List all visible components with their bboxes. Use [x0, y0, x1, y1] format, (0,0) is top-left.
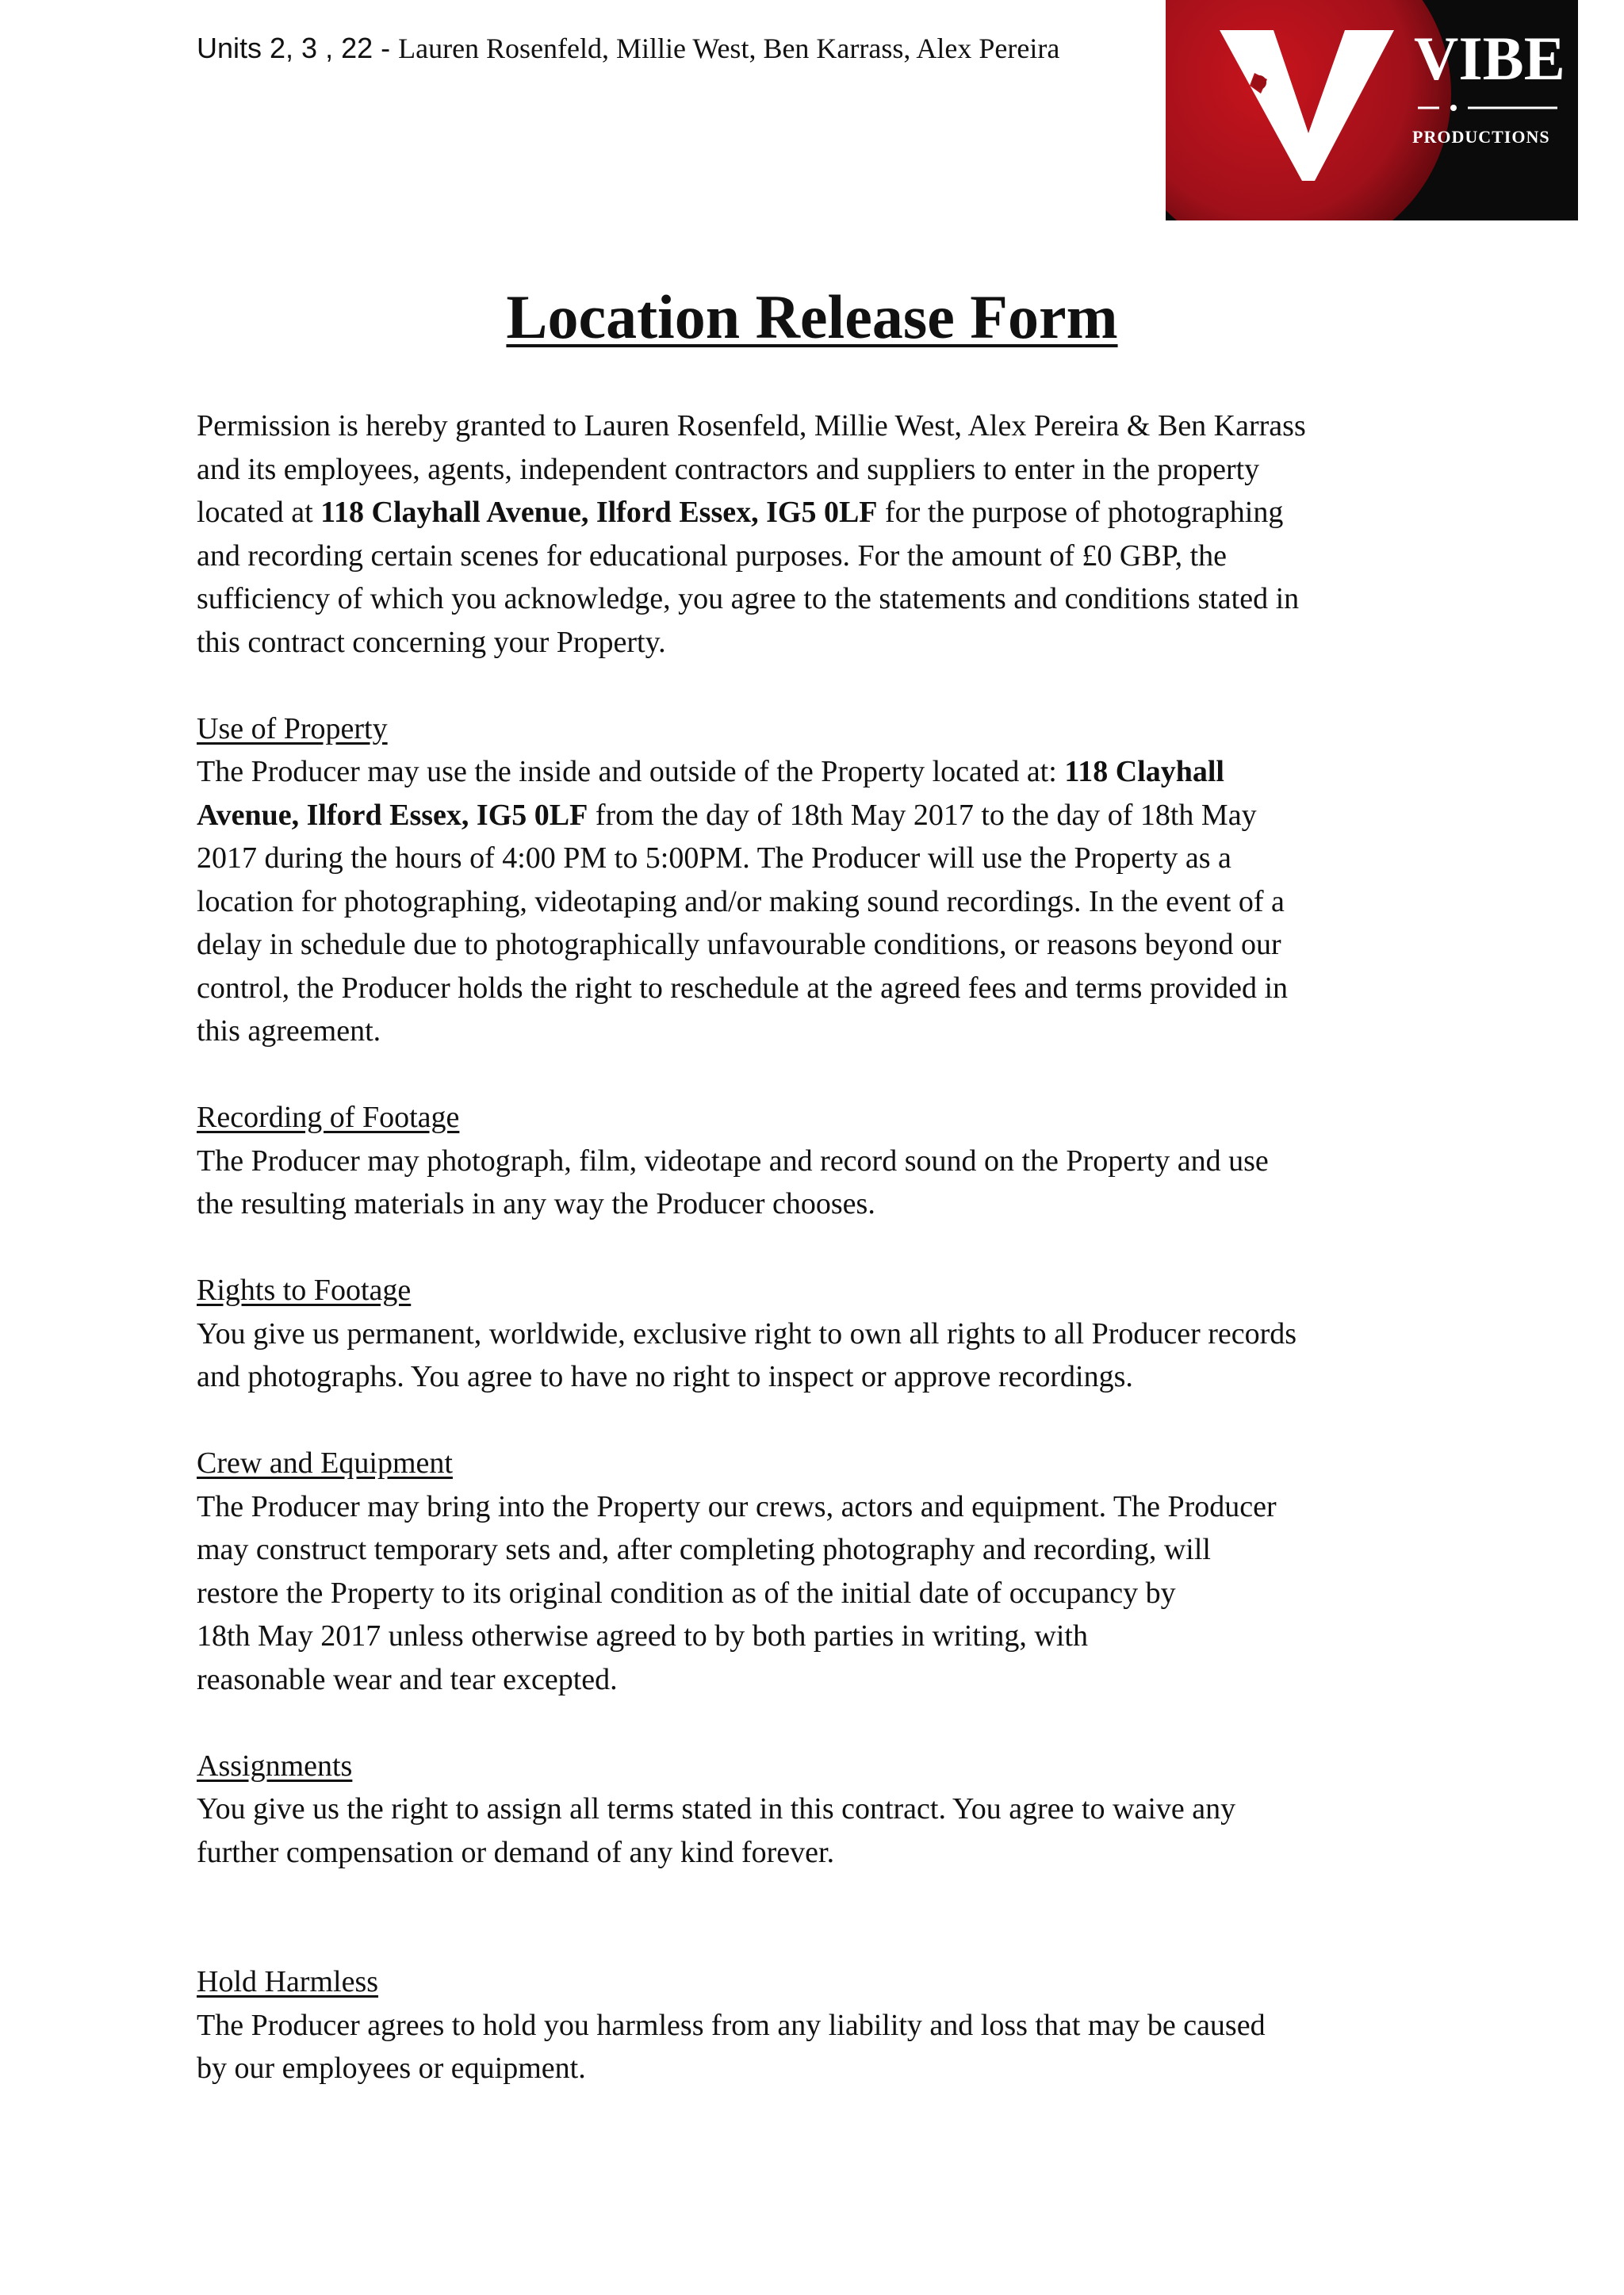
vibe-productions-logo	[1166, 0, 1578, 220]
section-body: The Producer may bring into the Property our crews, actors and equipment. The Producer may construct temporary sets and, after completing photography and recording, will restore the Property to its original condition as of the initial date of occupancy by 18th May 2017 unless otherwise agreed to by both parties in writing, with reasonable wear and tear excepted.	[197, 1489, 1277, 1696]
section-hold-harmless	[197, 1960, 1434, 2090]
units-label: Units 2, 3 , 22 -	[197, 32, 399, 64]
section-recording-of-footage	[197, 1096, 1434, 1226]
header-units-line	[197, 32, 1059, 65]
red-disc	[1166, 0, 1451, 220]
document-body	[197, 404, 1434, 2090]
property-address: 118 Clayhall Avenue, Ilford Essex, IG5 0LF	[320, 496, 878, 529]
logo-text-vibe: VIBE	[1414, 24, 1565, 93]
logo-graphic	[1166, 0, 1578, 220]
section-heading: Recording of Footage	[197, 1101, 460, 1134]
section-assignments	[197, 1745, 1434, 1875]
section-crew-and-equipment	[197, 1442, 1434, 1701]
intro-paragraph: Permission is hereby granted to Lauren Rosenfeld, Millie West, Alex Pereira & Ben Karrass and its employees, agents, independent contractors and suppliers to enter in the property located at 118 Clayhall Avenue, Ilford Essex, IG5 0LF for the purpose of photographing and recording certain scenes for educational purposes. For the amount of £0 GBP, the sufficiency of which you acknowledge, you agree to the statements and conditions stated in this contract concerning your Property.	[197, 409, 1306, 659]
section-body: The Producer agrees to hold you harmless from any liability and loss that may be caused by our employees or equipment.	[197, 2008, 1266, 2085]
section-heading: Rights to Footage	[197, 1274, 412, 1307]
section-body: You give us permanent, worldwide, exclusive right to own all rights to all Producer records and photographs. You agree to have no right to inspect or approve recordings.	[197, 1316, 1297, 1393]
page-title: Location Release Form	[506, 282, 1118, 351]
section-body: You give us the right to assign all terms stated in this contract. You agree to waive any further compensation or demand of any kind forever.	[197, 1792, 1236, 1869]
section-heading: Crew and Equipment	[197, 1446, 453, 1480]
group-members: Lauren Rosenfeld, Millie West, Ben Karrass, Alex Pereira	[398, 33, 1060, 64]
section-rights-to-footage	[197, 1269, 1434, 1399]
section-heading: Use of Property	[197, 711, 388, 745]
section-use-of-property	[197, 707, 1434, 1053]
section-heading: Hold Harmless	[197, 1965, 379, 1998]
section-body: The Producer may use the inside and outside of the Property located at: 118 Clayhall Avenue, Ilford Essex, IG5 0LF from the day of 18th May 2017 to the day of 18th May 2017 during the hours of 4:00 PM to 5:00PM. The Producer will use the Property as a location for photographing, videotaping and/or making sound recordings. In the event of a delay in schedule due to photographically unfavourable conditions, or reasons beyond our control, the Producer holds the right to reschedule at the agreed fees and terms provided in this agreement.	[197, 755, 1288, 1048]
logo-text-productions: PRODUCTIONS	[1412, 127, 1550, 147]
section-body: The Producer may photograph, film, videotape and record sound on the Property and use the resulting materials in any way the Producer chooses.	[197, 1144, 1269, 1220]
section-heading: Assignments	[197, 1749, 353, 1783]
